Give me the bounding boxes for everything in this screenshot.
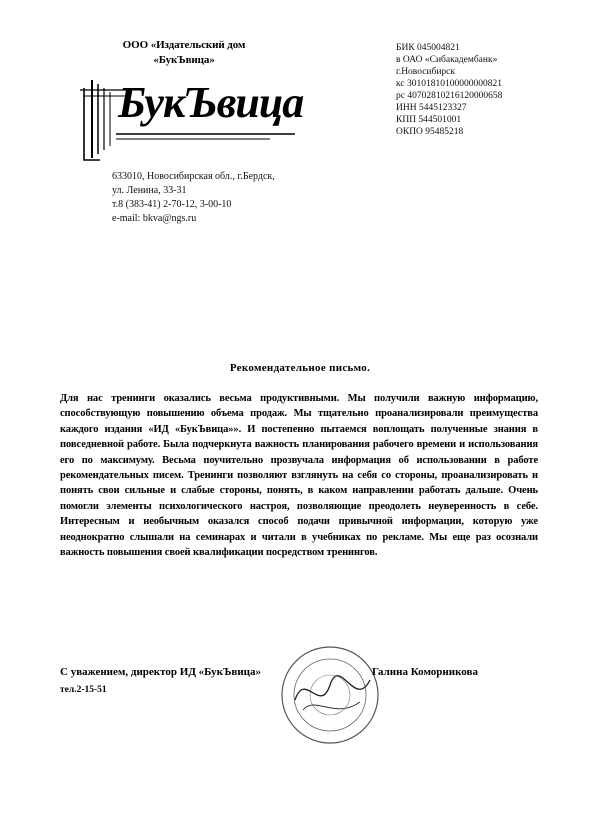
company-logo: [70, 70, 304, 165]
company-address: [112, 170, 275, 226]
seal-stamp-icon: [275, 640, 385, 750]
bank-detail-line: КПП 544501001: [396, 115, 462, 125]
phone-line: т.8 (383-41) 2-70-12, 3-00-10: [112, 199, 232, 210]
address-line: 633010, Новосибирская обл., г.Бердск,: [112, 171, 275, 182]
bank-detail-line: г.Новосибирск: [396, 67, 456, 77]
email-line: e-mail: bkva@ngs.ru: [112, 213, 197, 224]
bank-detail-line: рс 40702810216120000658: [396, 91, 503, 101]
company-name: [108, 38, 260, 68]
bank-detail-line: в ОАО «Сибакадембанк»: [396, 55, 498, 65]
bank-detail-line: БИК 045004821: [396, 43, 460, 53]
bank-details: [396, 42, 502, 138]
letter-closing: С уважением, директор ИД «БукЪвица»: [60, 666, 262, 678]
bank-detail-line: ИНН 5445123327: [396, 103, 467, 113]
letter-title: Рекомендательное письмо.: [229, 362, 371, 374]
bank-detail-line: кс 30101810100000000821: [396, 79, 502, 89]
company-name-line1: ООО «Издательский дом: [122, 39, 246, 51]
company-name-line2: «БукЪвица»: [153, 54, 215, 66]
address-line: ул. Ленина, 33-31: [112, 185, 187, 196]
letter-body: Для нас тренинги оказались весьма продуктивными. Мы получили важную информацию, способствующую повышению объема продаж. Мы тщательно проанализировали преимущества каждого издания «ИД «БукЪвица»». И постепенно пытаемся воплощать полученные знания в повседневной работе. Была подчеркнута важность планирования рабочего времени и использования его по максимуму. Весьма поучительно прозвучала информация об использовании в работе рекомендательных писем. Тренинги позволяют взглянуть на себя со стороны, проанализировать и понять свои сильные и слабые стороны, понять, в каком направлении работать дальше. Очень помогли элементы психологического настроя, позволяющие преодолеть неуверенность в себе. Интересным и необычным оказался способ подачи привычной информации, которую уже неоднократно слышали на семинарах и читали в учебниках по рекламе. Мы еще раз осознали важность повышения своей квалификации посредством тренингов.: [60, 393, 538, 559]
contact-phone: тел.2-15-51: [60, 685, 107, 695]
bank-detail-line: ОКПО 95485218: [396, 127, 464, 137]
signer-name: Галина Коморникова: [372, 666, 478, 678]
logo-text: БукЪвица: [118, 78, 304, 127]
